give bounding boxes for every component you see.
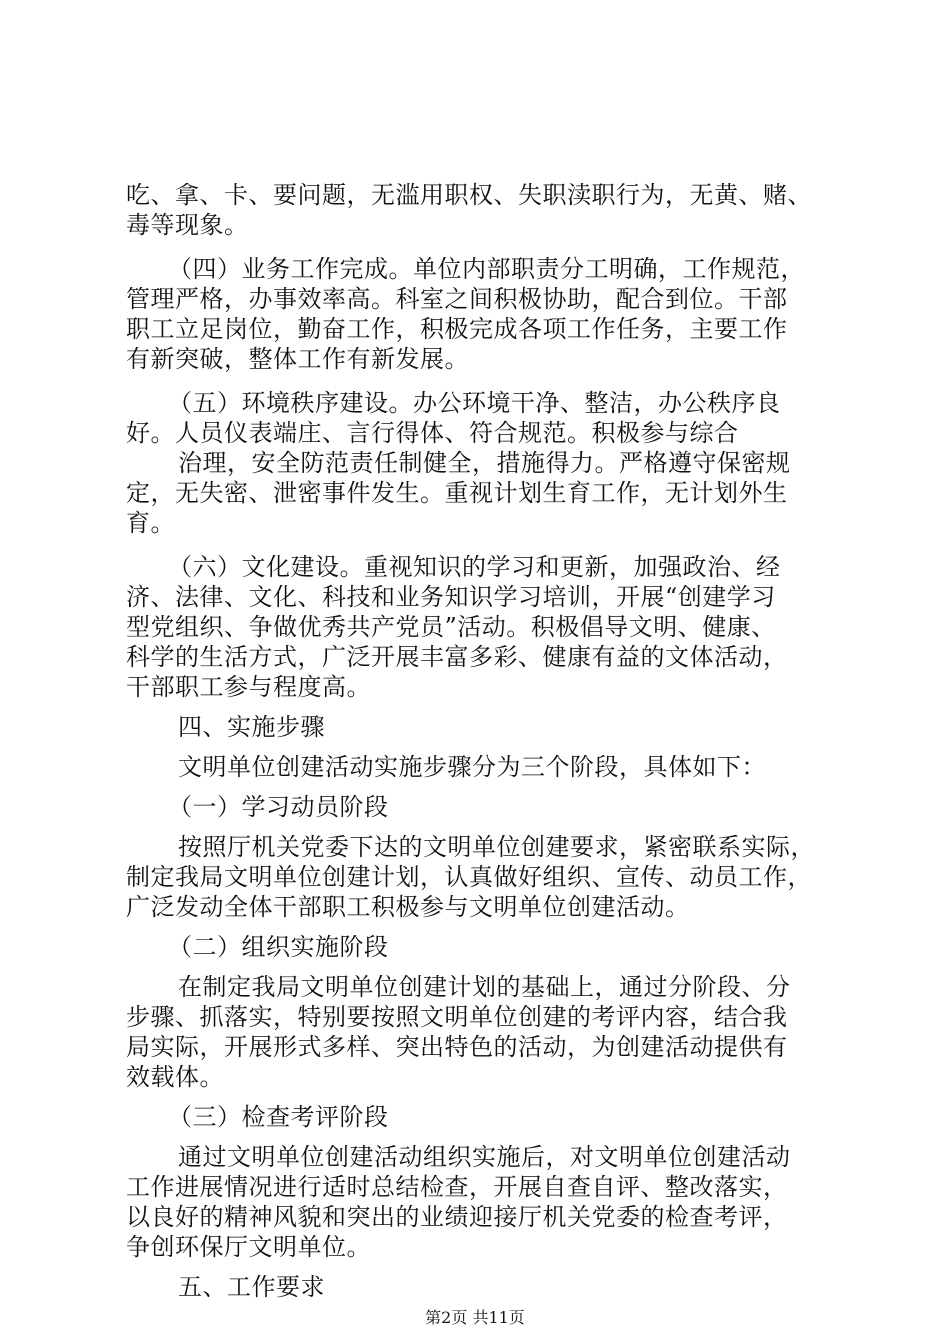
text-line: 有新突破，整体工作有新发展。: [126, 345, 469, 373]
text-line: 干部职工参与程度高。: [126, 673, 371, 701]
text-line: 育。: [126, 509, 175, 537]
page-number-footer: 第2页 共11页: [425, 1308, 525, 1327]
text-line: 吃、拿、卡、要问题，无滥用职权、失职渎职行为，无黄、赌、: [126, 181, 812, 209]
text-line: 通过文明单位创建活动组织实施后，对文明单位创建活动: [178, 1143, 791, 1171]
text-line: 定，无失密、泄密事件发生。重视计划生育工作，无计划外生: [126, 479, 788, 507]
text-line: 管理严格，办事效率高。科室之间积极协助，配合到位。干部: [126, 285, 788, 313]
section-heading: 四、实施步骤: [178, 713, 325, 741]
text-line: 以良好的精神风貌和突出的业绩迎接厅机关党委的检查考评，: [126, 1203, 788, 1231]
subsection-heading: （二）组织实施阶段: [168, 933, 389, 961]
text-line: 好。人员仪表端庄、言行得体、符合规范。积极参与综合: [126, 419, 739, 447]
text-line: 职工立足岗位，勤奋工作，积极完成各项工作任务，主要工作: [126, 315, 788, 343]
text-line: 型党组织、争做优秀共产党员”活动。积极倡导文明、健康、: [126, 613, 776, 641]
text-line: 治理，安全防范责任制健全，措施得力。严格遵守保密规: [178, 449, 791, 477]
subsection-heading: （三）检查考评阶段: [168, 1103, 389, 1131]
text-line: 济、法律、文化、科技和业务知识学习培训，开展“创建学习: [126, 583, 776, 611]
text-line: （五）环境秩序建设。办公环境干净、整洁，办公秩序良: [168, 389, 781, 417]
text-line: 广泛发动全体干部职工积极参与文明单位创建活动。: [126, 893, 690, 921]
text-line: 步骤、抓落实，特别要按照文明单位创建的考评内容，结合我: [126, 1003, 788, 1031]
subsection-heading: （一）学习动员阶段: [168, 793, 389, 821]
text-line: 争创环保厅文明单位。: [126, 1233, 371, 1261]
section-heading: 五、工作要求: [178, 1273, 325, 1301]
text-line: 在制定我局文明单位创建计划的基础上，通过分阶段、分: [178, 973, 791, 1001]
text-line: 效载体。: [126, 1063, 224, 1091]
text-line: 局实际，开展形式多样、突出特色的活动，为创建活动提供有: [126, 1033, 788, 1061]
text-line: 按照厅机关党委下达的文明单位创建要求，紧密联系实际，: [178, 833, 815, 861]
text-line: 制定我局文明单位创建计划，认真做好组织、宣传、动员工作，: [126, 863, 812, 891]
text-line: 科学的生活方式，广泛开展丰富多彩、健康有益的文体活动，: [126, 643, 788, 671]
text-line: 毒等现象。: [126, 211, 249, 239]
text-line: （六）文化建设。重视知识的学习和更新，加强政治、经: [168, 553, 781, 581]
text-line: 工作进展情况进行适时总结检查，开展自查自评、整改落实，: [126, 1173, 788, 1201]
text-line: 文明单位创建活动实施步骤分为三个阶段，具体如下：: [178, 753, 766, 781]
text-line: （四）业务工作完成。单位内部职责分工明确，工作规范，: [168, 255, 805, 283]
